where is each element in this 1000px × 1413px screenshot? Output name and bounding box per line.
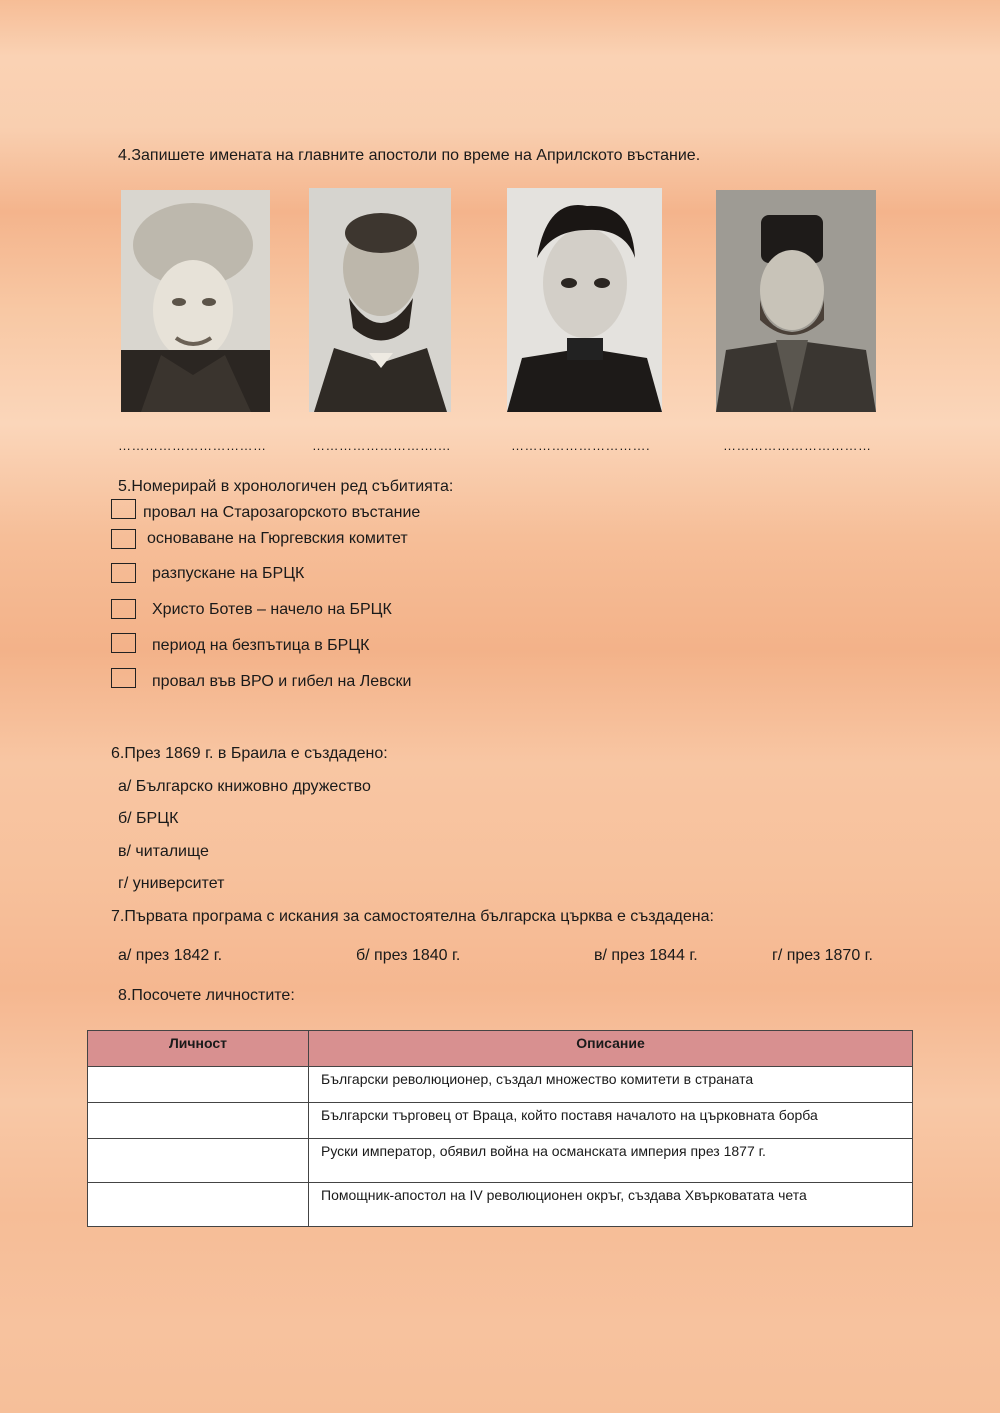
order-checkbox-3[interactable] — [111, 563, 136, 583]
q7-title: 7.Първата програма с искания за самостоятелна българска църква е създадена: — [111, 908, 714, 925]
q4-title: 4.Запишете имената на главните апостоли по време на Априлското въстание. — [118, 147, 701, 164]
person-input-3[interactable] — [88, 1139, 309, 1183]
q5-title: 5.Номерирай в хронологичен ред събитията: — [118, 478, 454, 495]
description-1: Български революционер, създал множество комитети в страната — [309, 1067, 913, 1103]
table-row — [88, 1139, 913, 1183]
q8-title: 8.Посочете личностите: — [118, 987, 295, 1004]
table-row — [88, 1183, 913, 1227]
event-label-4: Христо Ботев – начело на БРЦК — [152, 601, 392, 618]
q6-option-d[interactable]: г/ университет — [118, 875, 225, 892]
q7-option-d[interactable]: г/ през 1870 г. — [772, 947, 873, 964]
order-checkbox-1[interactable] — [111, 499, 136, 519]
event-label-3: разпускане на БРЦК — [152, 565, 305, 582]
q6-option-b[interactable]: б/ БРЦК — [118, 810, 179, 827]
description-3: Руски император, обявил война на османската империя през 1877 г. — [309, 1139, 913, 1183]
table-header-row — [88, 1031, 913, 1067]
q7-option-b[interactable]: б/ през 1840 г. — [356, 947, 461, 964]
person-input-4[interactable] — [88, 1183, 309, 1227]
header-person: Личност — [88, 1031, 309, 1067]
table-row — [88, 1067, 913, 1103]
header-description: Описание — [309, 1031, 913, 1067]
order-checkbox-2[interactable] — [111, 529, 136, 549]
description-4: Помощник-апостол на IV революционен окръг, създава Хвърковатата чета — [309, 1183, 913, 1227]
portrait-4 — [716, 190, 876, 412]
table-row — [88, 1103, 913, 1139]
description-2: Български търговец от Враца, който поставя началото на църковната борба — [309, 1103, 913, 1139]
q6-option-a[interactable]: а/ Българско книжовно дружество — [118, 778, 371, 795]
person-input-1[interactable] — [88, 1067, 309, 1103]
portrait-2 — [309, 188, 451, 412]
event-label-6: провал във ВРО и гибел на Левски — [152, 673, 412, 690]
q6-option-c[interactable]: в/ читалище — [118, 843, 209, 860]
blank-name-2[interactable]: ……………………….… — [312, 438, 452, 453]
blank-name-1[interactable]: …………………………… — [118, 438, 267, 453]
event-label-5: период на безпътица в БРЦК — [152, 637, 370, 654]
order-checkbox-6[interactable] — [111, 668, 136, 688]
persons-table — [87, 1030, 913, 1227]
q7-option-c[interactable]: в/ през 1844 г. — [594, 947, 698, 964]
person-input-2[interactable] — [88, 1103, 309, 1139]
event-label-1: провал на Старозагорското въстание — [143, 504, 421, 521]
q6-title: 6.През 1869 г. в Браила е създадено: — [111, 745, 388, 762]
q7-option-a[interactable]: а/ през 1842 г. — [118, 947, 223, 964]
order-checkbox-4[interactable] — [111, 599, 136, 619]
blank-name-3[interactable]: …………………………. — [511, 438, 651, 453]
portrait-3 — [507, 188, 662, 412]
event-label-2: основаване на Гюргевския комитет — [147, 530, 408, 547]
order-checkbox-5[interactable] — [111, 633, 136, 653]
blank-name-4[interactable]: …………………………… — [723, 438, 872, 453]
portrait-1 — [121, 190, 270, 412]
